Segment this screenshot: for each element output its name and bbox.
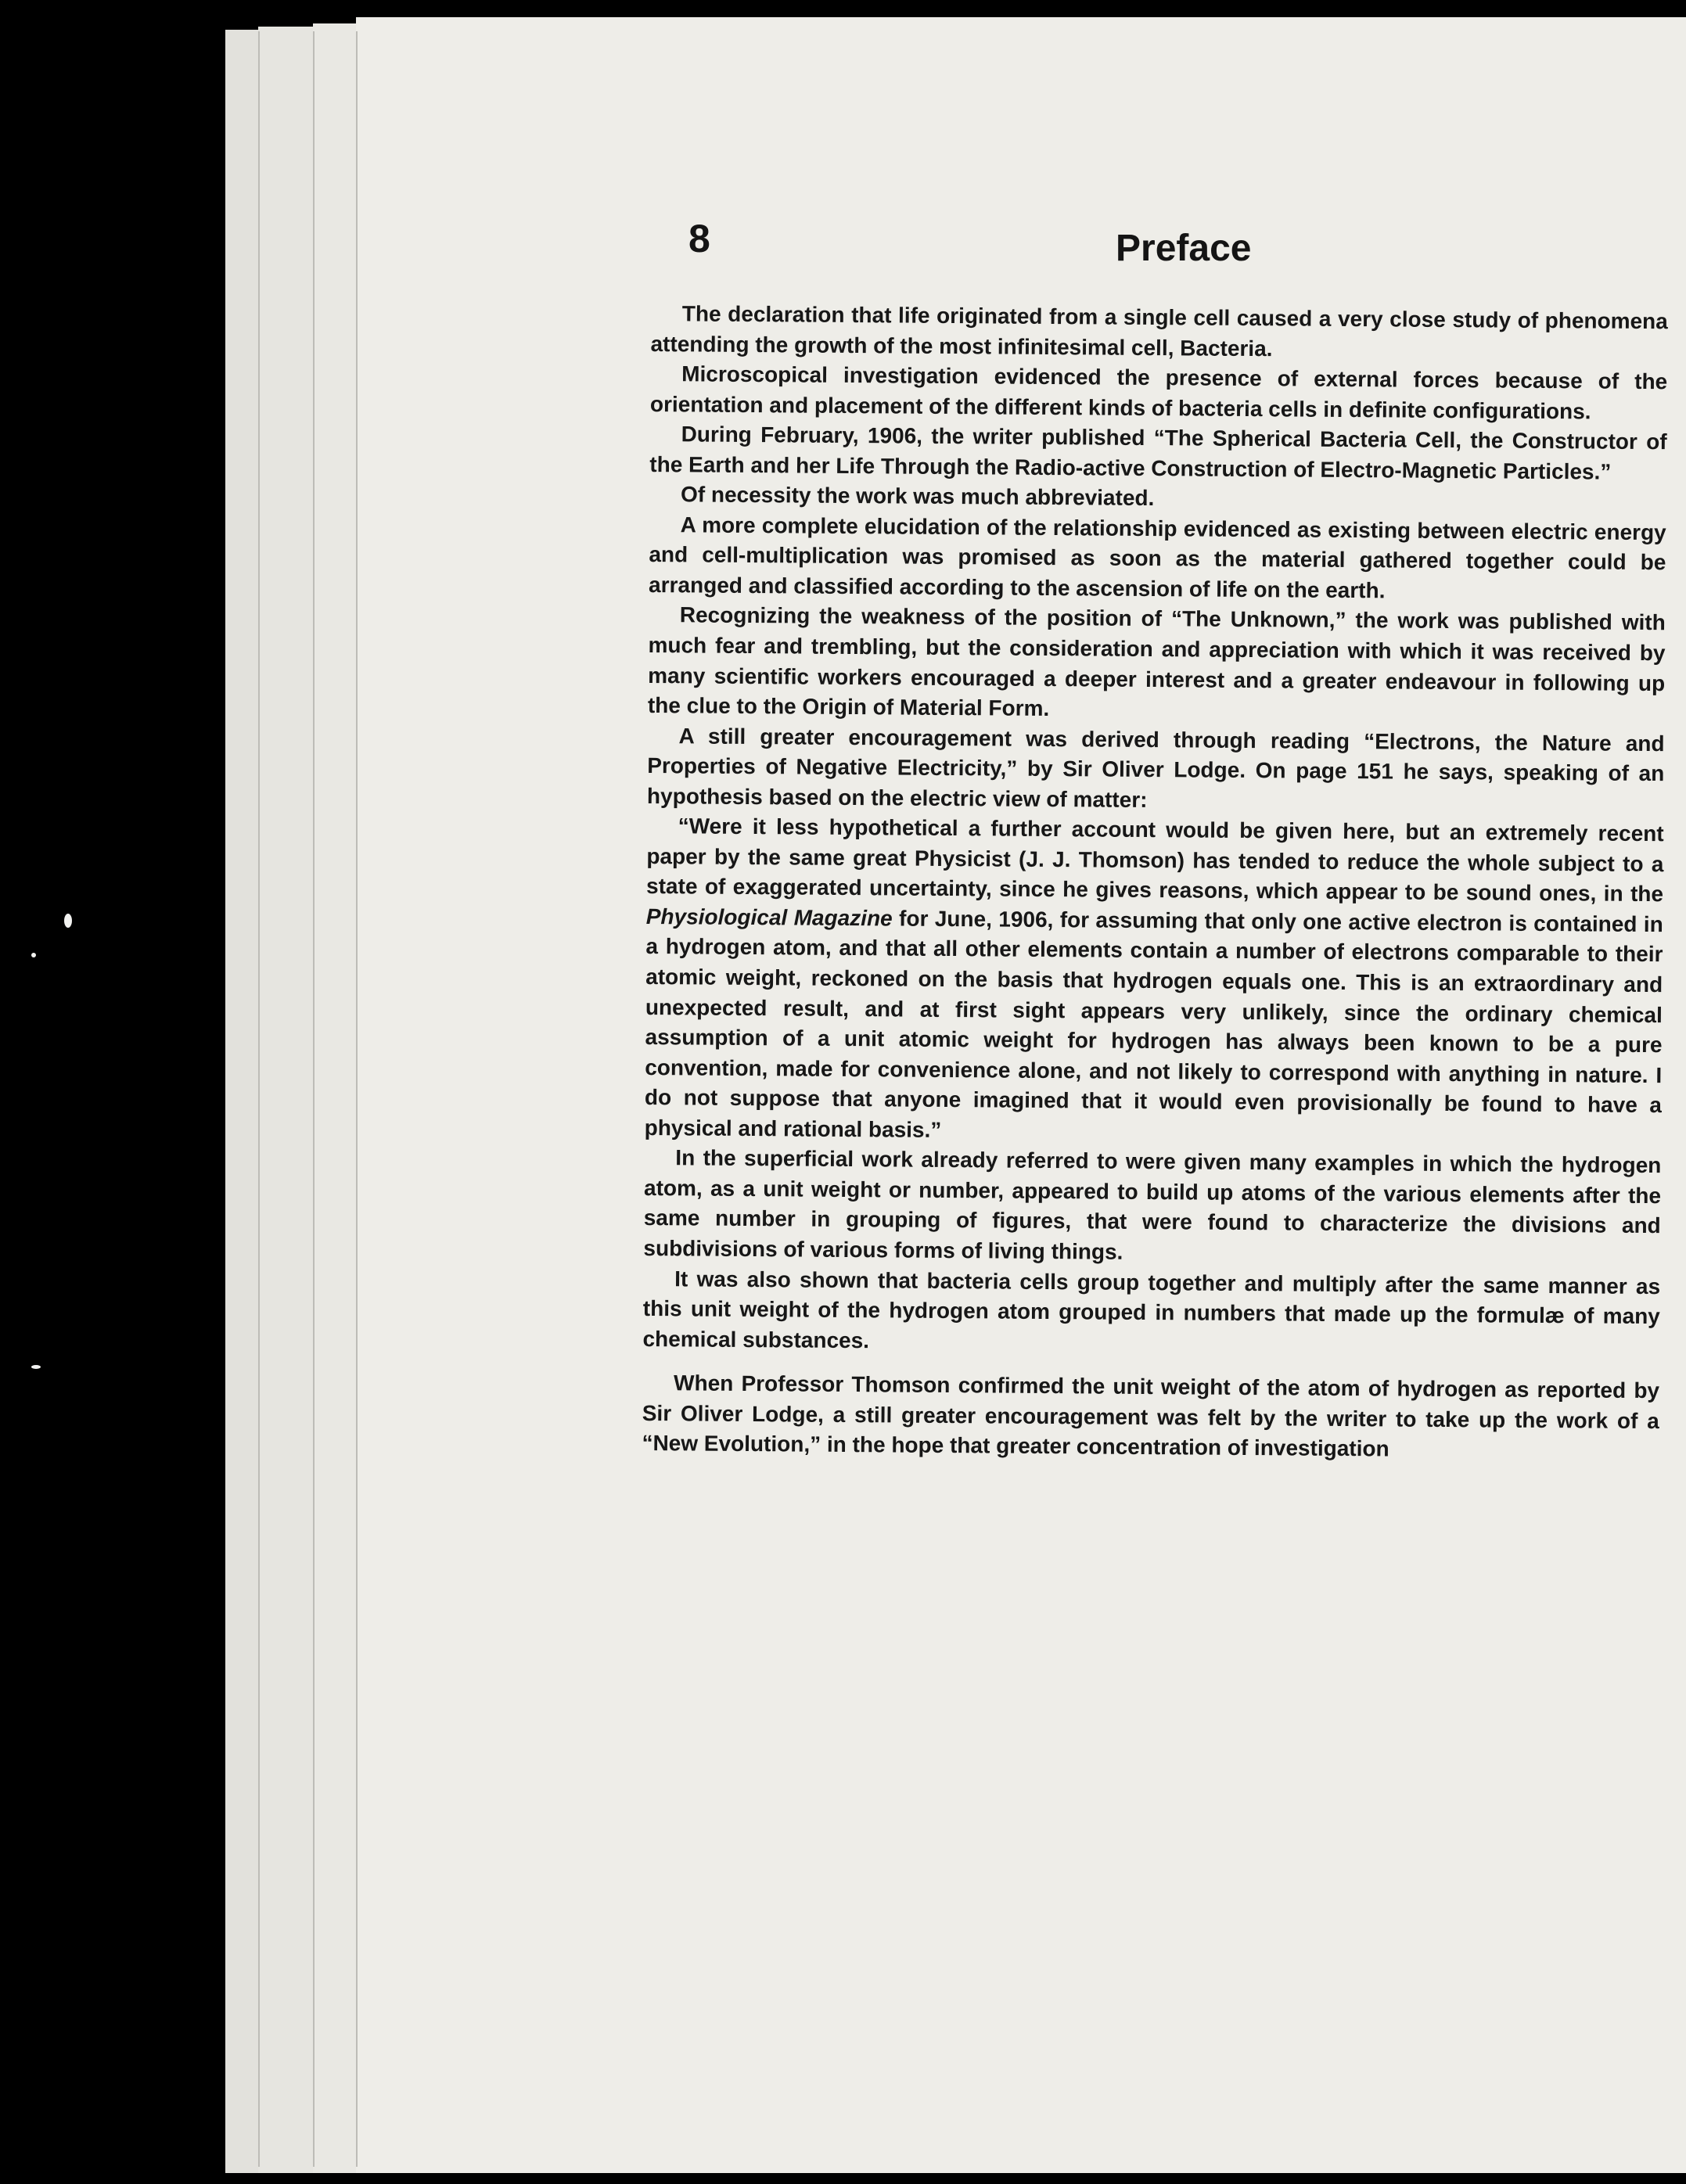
- paragraph: The declaration that life originated from a single cell caused a very close study of phenomena attending the growth of the most infinitesimal cell, Bacteria.: [650, 301, 1668, 361]
- running-head: Preface: [1116, 228, 1252, 269]
- paragraph: A more complete elucidation of the relationship evidenced as existing between electric energy and cell-multiplication was promised as soon as the material gathered together could be arranged and classified according to the ascension of life on the earth.: [649, 512, 1666, 603]
- scan-speck: [31, 1365, 41, 1369]
- page-number: 8: [688, 217, 710, 260]
- paragraph: It was also shown that bacteria cells group together and multiply after the same manner as this unit weight of the hydrogen atom grouped in numbers that made up the formulæ of many chemical substances.: [642, 1266, 1661, 1352]
- sheet-edge: [356, 31, 358, 2167]
- paragraph: During February, 1906, the writer published “The Spherical Bacteria Cell, the Constructor of the Earth and her Life Through the Radio-active Construction of Electro-Magnetic Particles.”: [649, 422, 1667, 484]
- journal-title: Physiological Magazine: [645, 903, 893, 931]
- paragraph: Recognizing the weakness of the position of “The Unknown,” the work was published with much fear and trembling, but the consideration and appreciation with which it was received by many scientific workers encouraged a deeper interest and a greater endeavour in following up the clue to the Origin of Material Form.: [647, 602, 1666, 721]
- quotation: “Were it less hypothetical a further account would be given here, but an extremely recent paper by the same great Physicist (J. J. Thomson) has tended to reduce the whole subject to a state of exaggerated uncertainty, since he gives reasons, which appear to be sound ones, in the Physiological Magazine for June, 1906, for assuming that only one active electron is contained in a hydrogen atom, and that all other elements contain a number of electrons comparable to their atomic weight, reckoned on the basis that hydrogen equals one. This is an extraordinary and unexpected result, and at first sight appears very unlikely, since the ordinary chemical assumption of a unit atomic weight for hydrogen has always been known to be a pure convention, made for convenience alone, and not likely to correspond with anything in nature. I do not suppose that anyone imagined that it would even provisionally be found to have a physical and rational basis.”: [644, 814, 1664, 1142]
- scan-speck: [31, 953, 36, 957]
- sheet-edge: [313, 31, 315, 2167]
- body-text: [642, 299, 1668, 1467]
- paragraph: Microscopical investigation evidenced the presence of external forces because of the orientation and placement of the different kinds of bacteria cells in definite configurations.: [649, 361, 1668, 424]
- paragraph: In the superficial work already referred to were given many examples in which the hydrogen atom, as a unit weight or number, appeared to build up atoms of the various elements after the same number in grouping of figures, that were found to characterize the divisions and subdivisions of various forms of living things.: [643, 1145, 1662, 1264]
- paragraph: A still greater encouragement was derived through reading “Electrons, the Nature and Properties of Negative Electricity,” by Sir Oliver Lodge. On page 151 he says, speaking of an hypothesis based on the electric view of matter:: [646, 723, 1665, 812]
- page-header: [688, 216, 1663, 286]
- scan-speck: [64, 914, 72, 928]
- sheet-edge: [258, 31, 260, 2167]
- paragraph: When Professor Thomson confirmed the unit weight of the atom of hydrogen as reported by Sir Oliver Lodge, a still greater encouragement was felt by the writer to take up the work of a “New Evolution,” in the hope that greater concentration of investigation: [642, 1370, 1660, 1461]
- paragraph: Of necessity the work was much abbreviated.: [680, 482, 1155, 511]
